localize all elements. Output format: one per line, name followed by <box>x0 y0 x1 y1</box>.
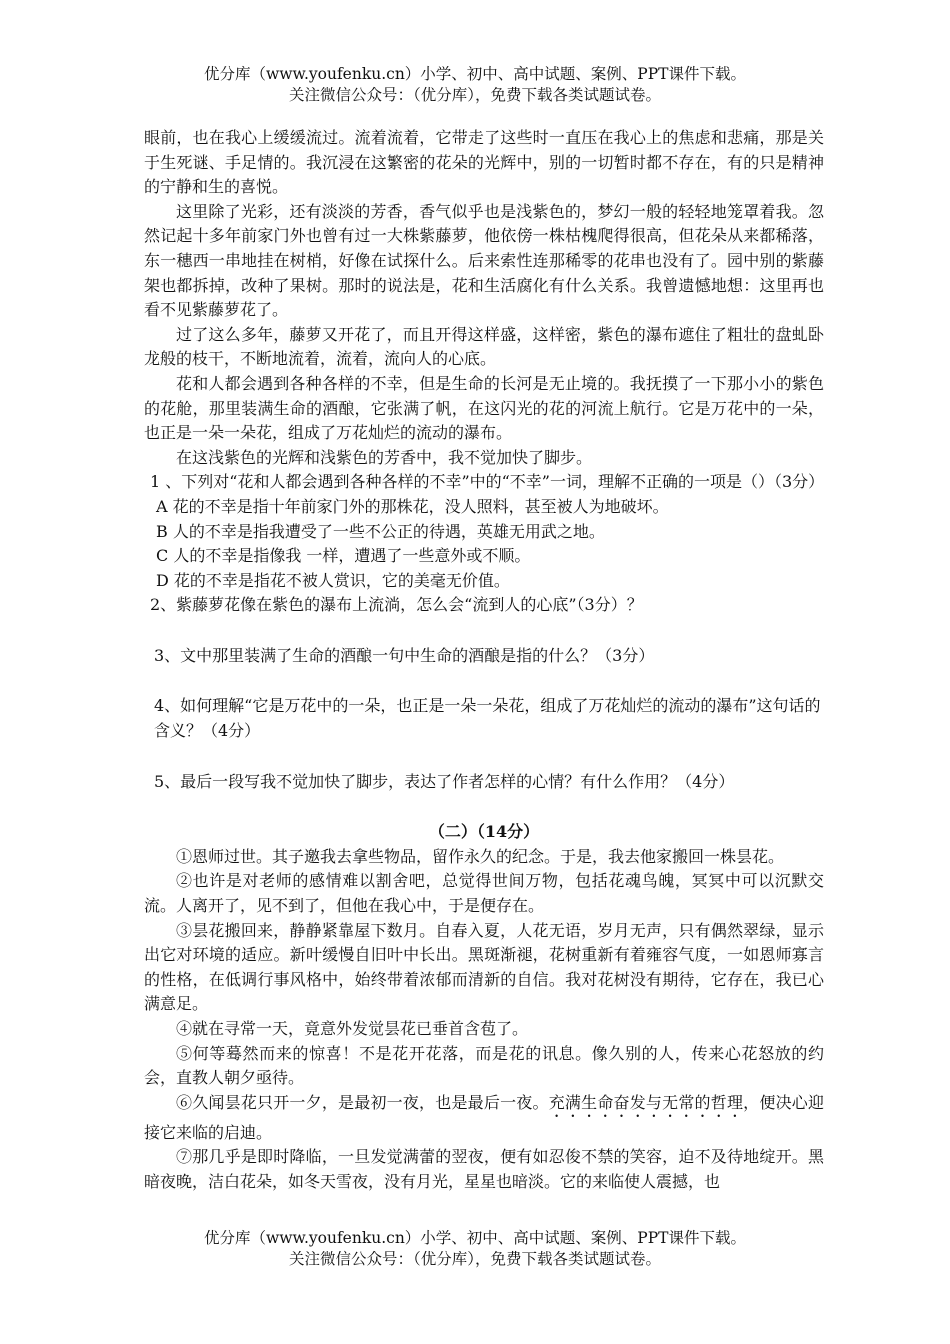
section-2-title: （二）（14分） <box>428 822 540 842</box>
question-4: 4、如何理解“它是万花中的一朵，也正是一朵一朵花，组成了万花灿烂的流动的瀑布”这句话的含义？（4分） <box>154 696 821 741</box>
answer-space <box>144 744 824 770</box>
header-line-1: 优分库（www.youfenku.cn）小学、初中、高中试题、案例、PPT课件下载。 <box>203 65 747 83</box>
answer-space <box>144 618 824 644</box>
question-1: 1 、下列对“花和人都会遇到各种各样的不幸”中的“不幸”一词，理解不正确的一项是（）（3分） <box>150 472 825 492</box>
passage-paragraph: 过了这么多年，藤萝又开花了，而且开得这样盛，这样密，紫色的瀑布遮住了粗壮的盘虬卧龙般的枝干，不断地流着，流着，流向人的心底。 <box>144 324 824 369</box>
document-body <box>144 126 824 1195</box>
section-2-paragraph-6 <box>144 1091 824 1146</box>
section-2-paragraph-1: ①恩师过世。其子邀我去拿些物品，留作永久的纪念。于是，我去他家搬回一株昙花。 <box>176 846 785 866</box>
answer-space <box>144 668 824 694</box>
question-1-option-b: B 人的不幸是指我遭受了一些不公正的待遇，英雄无用武之地。 <box>156 521 605 541</box>
passage-paragraph: 眼前，也在我心上缓缓流过。流着流着，它带走了这些时一直压在我心上的焦虑和悲痛，那是关于生死谜、手足情的。我沉浸在这繁密的花朵的光辉中，别的一切暂时都不存在，有的只是精神的宁静和生的喜悦。 <box>144 128 824 197</box>
question-1-option-a: A 花的不幸是指十年前家门外的那株花，没人照料，甚至被人为地破坏。 <box>156 496 669 516</box>
question-1-option-d: D 花的不幸是指花不被人赏识，它的美毫无价值。 <box>156 570 510 590</box>
section-2-paragraph-3: ③昙花搬回来，静静紧靠屋下数月。自春入夏，人花无语，岁月无声，只有偶然翠绿，显示出它对环境的适应。新叶缓慢自旧叶中长出。黑斑渐褪，花树重新有着雍容气度，一如恩师寡言的性格，在低调行事风格中，始终带着浓郁而清新的自信。我对花树没有期待，它存在，我已心满意足。 <box>144 920 824 1014</box>
dotted-emphasis-phrase: 充满生命奋发与无常的哲理 <box>548 1092 744 1112</box>
section-2-paragraph-2: ②也许是对老师的感情难以割舍吧，总觉得世间万物，包括花魂鸟魄，冥冥中可以沉默交流。人离开了，见不到了，但他在我心中，于是便存在。 <box>144 871 824 916</box>
paragraph-6-text-end: ，便决心迎接它来临的启迪。 <box>144 1092 824 1142</box>
question-2: 2、紫藤萝花像在紫色的瀑布上流淌，怎么会“流到人的心底”（3分）？ <box>150 595 643 615</box>
footer-line-2: 关注微信公众号：（优分库），免费下载各类试题试卷。 <box>288 1250 661 1268</box>
question-5: 5、最后一段写我不觉加快了脚步，表达了作者怎样的心情？有什么作用？（4分） <box>154 771 735 791</box>
question-1-option-c: C 人的不幸是指像我 一样，遭遇了一些意外或不顺。 <box>156 546 531 566</box>
section-2-paragraph-4: ④就在寻常一天，竟意外发觉昙花已垂首含苞了。 <box>176 1019 529 1038</box>
passage-paragraph: 花和人都会遇到各种各样的不幸，但是生命的长河是无止境的。我抚摸了一下那小小的紫色的花舱，那里装满生命的酒酿，它张满了帆，在这闪光的花的河流上航行。它是万花中的一朵，也正是一朵一朵花，组成了万花灿烂的流动的瀑布。 <box>144 373 824 443</box>
page-header <box>0 64 950 106</box>
section-2-paragraph-5: ⑤何等蓦然而来的惊喜！不是花开花落，而是花的讯息。像久别的人，传来心花怒放的约会，直教人朝夕亟待。 <box>144 1043 824 1088</box>
paragraph-6-text-start: ⑥久闻昙花只开一夕，是最初一夜，也是最后一夜。 <box>176 1092 549 1112</box>
page-footer <box>0 1228 950 1270</box>
question-3: 3、文中那里装满了生命的酒酿一句中生命的酒酿是指的什么？（3分） <box>154 645 655 665</box>
answer-space <box>144 794 824 820</box>
section-2-paragraph-7: ⑦那几乎是即时降临，一旦发觉满蕾的翌夜，便有如忍俊不禁的笑容，迫不及待地绽开。黑暗夜晚，洁白花朵，如冬天雪夜，没有月光，星星也暗淡。它的来临使人震撼，也 <box>144 1147 824 1191</box>
passage-paragraph: 这里除了光彩，还有淡淡的芳香，香气似乎也是浅紫色的，梦幻一般的轻轻地笼罩着我。忽然记起十多年前家门外也曾有过一大株紫藤萝，他依傍一株枯槐爬得很高，但花朵从来都稀落，东一穗西一串地挂在树梢，好像在试探什么。后来索性连那稀零的花串也没有了。园中别的紫藤架也都拆掉，改种了果树。那时的说法是，花和生活腐化有什么关系。我曾遗憾地想：这里再也看不见紫藤萝花了。 <box>144 201 824 320</box>
footer-line-1: 优分库（www.youfenku.cn）小学、初中、高中试题、案例、PPT课件下载。 <box>203 1229 747 1247</box>
header-line-2: 关注微信公众号：（优分库），免费下载各类试题试卷。 <box>288 86 661 104</box>
passage-paragraph: 在这浅紫色的光辉和浅紫色的芳香中，我不觉加快了脚步。 <box>176 447 593 467</box>
